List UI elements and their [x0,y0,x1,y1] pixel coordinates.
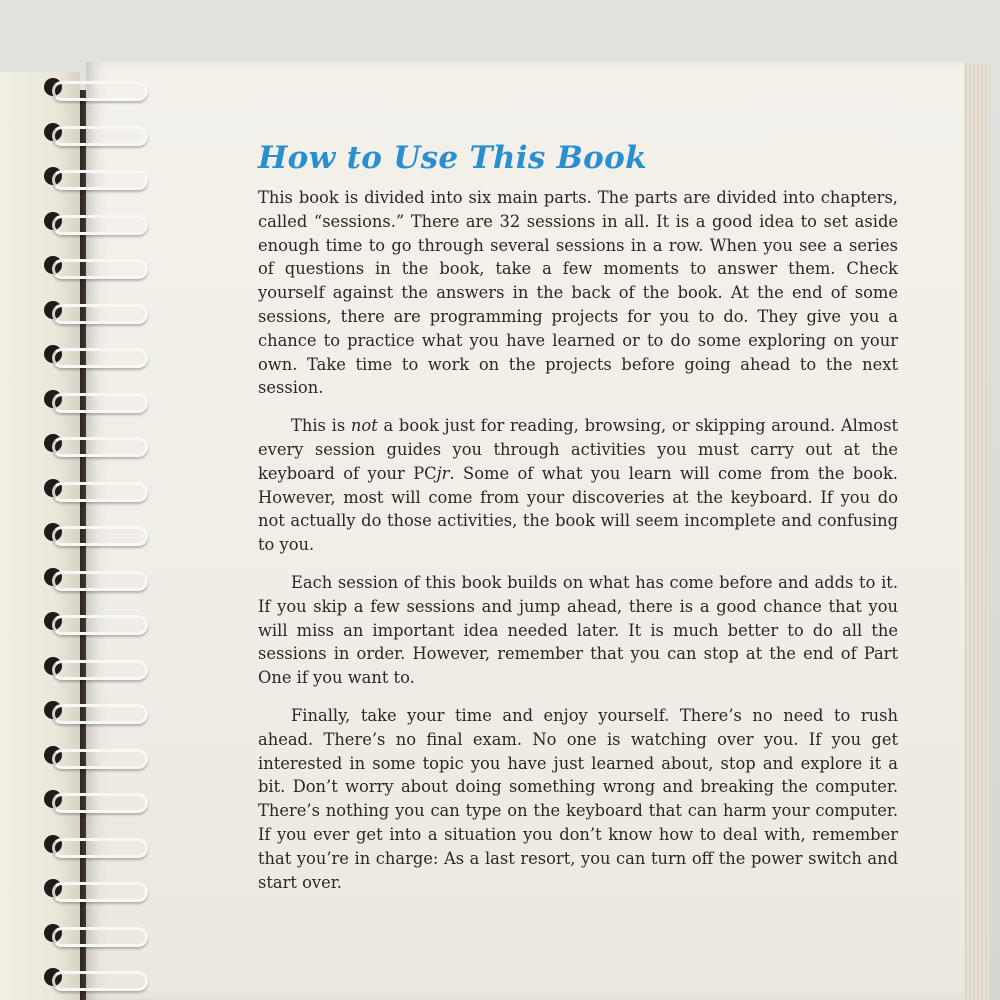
paragraph-3: Each session of this book builds on what has come before and adds to it. If you skip a few sessions and jump ahead, there is a good chance that you will miss an important idea needed later. It is much better to do all the sessions in order. However, remember that you can stop at the end of Part One if you want to. [258,572,898,688]
spiral-coil [30,698,130,722]
page-title: How to Use This Book [258,140,647,176]
coil-wire [52,81,148,101]
spiral-coil [30,565,130,589]
spiral-coil [30,520,130,544]
spiral-coil [30,654,130,678]
coil-wire [52,793,148,813]
spiral-coil [30,476,130,500]
coil-wire [52,126,148,146]
coil-wire [52,927,148,947]
spiral-coil [30,609,130,633]
spiral-coil [30,75,130,99]
coil-wire [52,526,148,546]
spiral-coil [30,298,130,322]
coil-wire [52,704,148,724]
coil-wire [52,838,148,858]
emphasis-not: not [350,416,378,436]
spiral-coil [30,253,130,277]
coil-wire [52,615,148,635]
spiral-coil [30,164,130,188]
spiral-coil [30,120,130,144]
coil-wire [52,348,148,368]
paragraph-2 [258,414,898,557]
coil-wire [52,170,148,190]
coil-wire [52,259,148,279]
paragraph-2-text-end: . Some of what you learn will come from the book. However, most will come from your discoveries at the keyboard. If you do not actually do those activities, the book will seem incomplete and confusing to you. [258,463,898,555]
coil-wire [52,482,148,502]
coil-wire [52,304,148,324]
coil-wire [52,971,148,991]
paragraph-1: This book is divided into six main parts. The parts are divided into chapters, called “sessions.” There are 32 sessions in all. It is a good idea to set aside enough time to go through several sessions in a row. When you see a series of questions in the book, take a few moments to answer them. Check yourself against the answers in the back of the book. At the end of some sessions, there are programming projects for you to do. They give you a chance to practice what you have learned or to do some exploring on your own. Take time to work on the projects before going ahead to the next session. [258,188,898,398]
spiral-coil [30,832,130,856]
coil-wire [52,571,148,591]
coil-wire [52,215,148,235]
spiral-coil [30,876,130,900]
page-content [258,140,898,908]
spiral-coil [30,387,130,411]
spiral-binding [30,75,140,995]
paragraph-4: Finally, take your time and enjoy yourself. There’s no need to rush ahead. There’s no final exam. No one is watching over you. If you get interested in some topic you have just learned about, stop and explore it a bit. Don’t worry about doing something wrong and breaking the computer. There’s nothing you can type on the keyboard that can harm your computer. If you ever get into a situation you don’t know how to deal with, remember that you’re in charge: As a last resort, you can turn off the power switch and start over. [258,705,898,892]
coil-wire [52,882,148,902]
spiral-coil [30,431,130,455]
spiral-coil [30,921,130,945]
spiral-coil [30,965,130,989]
paragraph-2-text-start: This is [291,416,351,436]
spiral-coil [30,743,130,767]
coil-wire [52,437,148,457]
spiral-coil [30,342,130,366]
paragraph-2-text-middle: a book just for reading, browsing, or skipping around. Almost every session guides you through activities you must carry out at the keyboard of your PC [258,416,898,483]
pcjr-suffix: jr [436,463,450,483]
spiral-coil [30,209,130,233]
coil-wire [52,749,148,769]
coil-wire [52,393,148,413]
coil-wire [52,660,148,680]
spiral-coil [30,787,130,811]
